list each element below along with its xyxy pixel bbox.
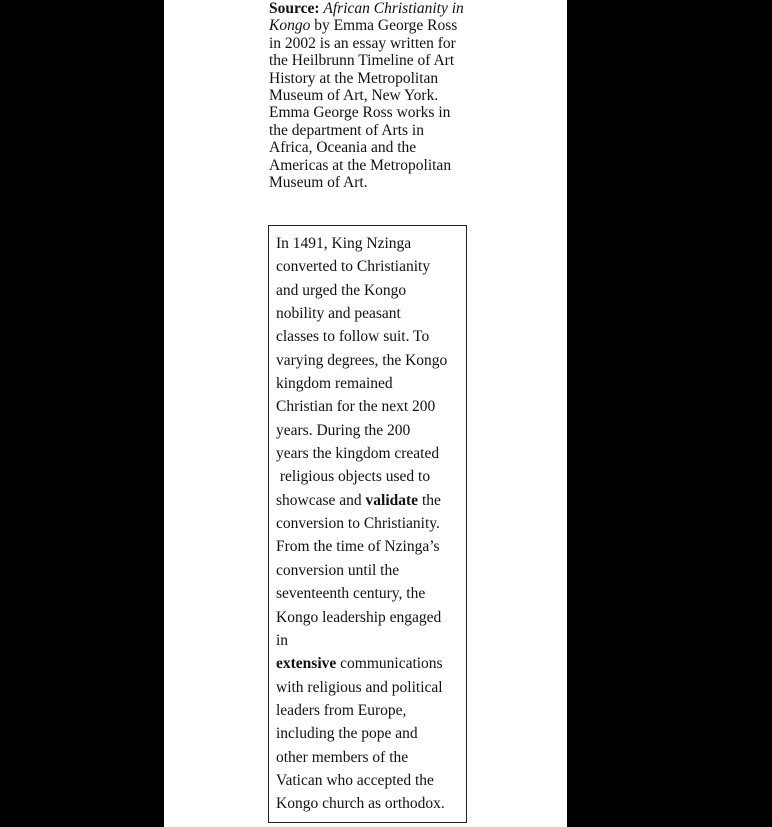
source-description: by Emma George Ross in 2002 is an essay written for the Heilbrunn Timeline of Art History at the Metropolitan Museum of Art, New York. Emma George Ross works in the department of Arts in Africa, Oceania and the Americas at the Metropolitan Museum of Art. (269, 17, 458, 192)
excerpt-line: In 1491, King Nzinga (276, 235, 412, 252)
excerpt-text: communications (336, 655, 443, 673)
excerpt-line: in (276, 631, 289, 649)
excerpt-line-validate (276, 489, 466, 512)
source-label: Source: (269, 0, 320, 17)
excerpt-line: Christian for the next 200 (276, 398, 436, 416)
excerpt-line: Vatican who accepted the (276, 771, 434, 789)
excerpt-line: Kongo church as orthodox. (276, 795, 445, 813)
excerpt-line: with religious and political (276, 678, 443, 696)
excerpt-text: showcase and (276, 491, 366, 509)
excerpt-line: nobility and peasant (276, 305, 401, 323)
excerpt-line: seventeenth century, the (276, 585, 426, 603)
excerpt-line: classes to follow suit. To (276, 328, 430, 346)
excerpt-text: the (418, 491, 441, 509)
excerpt-line: From the time of Nzinga’s (276, 538, 440, 556)
excerpt-line: converted to Christianity (276, 258, 431, 276)
source-citation (269, 0, 469, 191)
excerpt-line: leaders from Europe, (276, 701, 407, 719)
excerpt-box (268, 225, 467, 823)
excerpt-line: years. During the 200 (276, 421, 411, 439)
bold-term-extensive: extensive (276, 655, 337, 673)
excerpt-line: other members of the (276, 748, 409, 766)
excerpt-line: kingdom remained (276, 375, 393, 393)
excerpt-line: conversion until the (276, 561, 400, 579)
bold-term-validate: validate (365, 491, 419, 509)
excerpt-line: Kongo leadership engaged (276, 608, 442, 626)
excerpt-line: conversion to Christianity. (276, 515, 440, 533)
excerpt-line: including the pope and (276, 725, 418, 743)
excerpt-line: years the kingdom created (276, 445, 440, 463)
excerpt-line-extensive (276, 652, 466, 675)
excerpt-line: and urged the Kongo (276, 281, 407, 299)
source-title: African Christianity in Kongo (269, 0, 464, 35)
excerpt-line: religious objects used to (276, 468, 431, 486)
document-page (164, 0, 567, 827)
excerpt-line: varying degrees, the Kongo (276, 351, 448, 369)
